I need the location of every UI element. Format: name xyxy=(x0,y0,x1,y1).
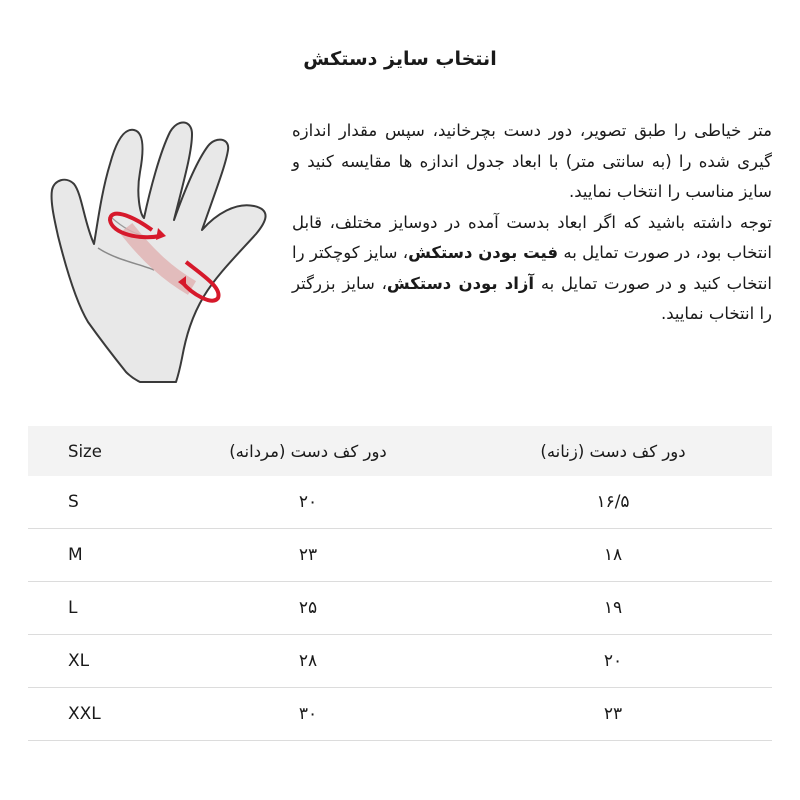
table-header xyxy=(28,426,772,476)
loose-emphasis: آزاد بودن دستکش xyxy=(386,273,535,293)
table-row xyxy=(28,582,772,635)
page-title: انتخاب سایز دستکش xyxy=(303,48,497,70)
size-cell: M xyxy=(68,545,83,565)
women-cell: ۲۳ xyxy=(603,704,623,724)
women-cell: ۲۰ xyxy=(603,651,623,671)
table-row xyxy=(28,476,772,529)
men-cell: ۲۵ xyxy=(298,598,318,618)
size-table xyxy=(28,426,772,741)
size-cell: XL xyxy=(68,651,90,671)
header-men: دور کف دست (مردانه) xyxy=(229,441,387,461)
table-row xyxy=(28,529,772,582)
table-row xyxy=(28,688,772,741)
header-size: Size xyxy=(68,441,102,461)
table-row xyxy=(28,635,772,688)
size-cell: S xyxy=(68,492,79,512)
size-cell: L xyxy=(68,598,78,618)
women-cell: ۱۶/۵ xyxy=(596,492,630,512)
fit-emphasis: فیت بودن دستکش xyxy=(408,243,559,262)
instructions-text xyxy=(292,116,772,330)
women-cell: ۱۸ xyxy=(603,545,623,565)
header-women: دور کف دست (زنانه) xyxy=(540,441,686,461)
women-cell: ۱۹ xyxy=(603,598,623,618)
men-cell: ۲۸ xyxy=(298,651,318,671)
instructions-paragraph-2: توجه داشته باشید که اگر ابعاد بدست آمده در دوسایز مختلف، قابل انتخاب بود، در صورت تمایل به فیت بودن دستکش، سایز کوچکتر را انتخاب کنید و در صورت تمایل به آزاد بودن دستکش، سایز بزرگتر را انتخاب نمایید. xyxy=(292,212,773,323)
men-cell: ۳۰ xyxy=(298,704,318,724)
men-cell: ۲۰ xyxy=(298,492,318,512)
size-cell: XXL xyxy=(68,704,101,724)
hand-measure-icon xyxy=(40,110,290,390)
instructions-paragraph-1: متر خیاطی را طبق تصویر، دور دست بچرخانید، سپس مقدار اندازه گیری شده را (به سانتی متر) با ابعاد جدول اندازه ها مقایسه کنید و سایز مناسب را انتخاب نمایید. xyxy=(292,121,772,201)
men-cell: ۲۳ xyxy=(298,545,318,565)
